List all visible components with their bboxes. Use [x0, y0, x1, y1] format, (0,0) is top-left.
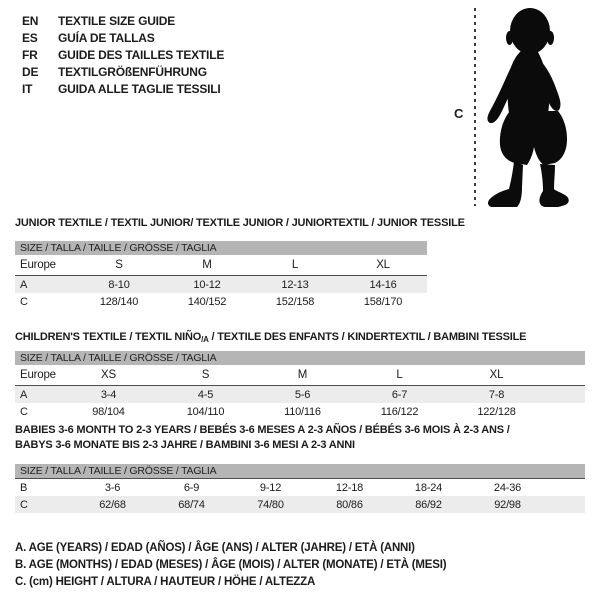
- table-cell: 24-36: [468, 479, 547, 497]
- footnote-age-years: A. AGE (YEARS) / EDAD (AÑOS) / ÂGE (ANS) / ALTER (JAHRE) / ETÀ (ANNI): [15, 542, 415, 554]
- children-title-part: CHILDREN'S TEXTILE / TEXTIL NIÑO: [15, 331, 202, 343]
- row-label: C: [20, 295, 28, 308]
- size-header-label: SIZE / TALLA / TAILLE / GRÖSSE / TAGLIA: [15, 351, 585, 365]
- junior-section-title: JUNIOR TEXTILE / TEXTIL JUNIOR/ TEXTILE JUNIOR / JUNIORTEXTIL / JUNIOR TESSILE: [15, 217, 465, 229]
- children-section-title: [15, 330, 526, 347]
- table-row-age-months: [15, 479, 585, 497]
- footnote-age-months: B. AGE (MONTHS) / EDAD (MESES) / ÂGE (MOIS) / ALTER (MONATE) / ETÀ (MESI): [15, 559, 447, 571]
- guide-title-it: GUIDA ALLE TAGLIE TESSILI: [58, 81, 221, 96]
- babies-title-line1: BABIES 3-6 MONTH TO 2-3 YEARS / BEBÉS 3-6 MESES A 2-3 AÑOS / BÉBÉS 3-6 MOIS À 2-3 ANS /: [15, 424, 510, 436]
- table-cell: 140/152: [187, 295, 227, 308]
- children-title-subscript: /A: [201, 335, 209, 344]
- size-header-row: [15, 241, 427, 255]
- table-cell: 110/116: [284, 405, 321, 418]
- table-cell: 116/122: [380, 405, 419, 418]
- table-cell: 12-13: [251, 276, 339, 294]
- row-label: A: [15, 386, 60, 404]
- spacer-cell: [545, 403, 585, 420]
- guide-title-es: GUÍA DE TALLAS: [58, 30, 155, 45]
- table-cell: 68/74: [152, 496, 231, 513]
- language-code: FR: [22, 47, 38, 62]
- region-label: Europe: [20, 259, 56, 271]
- row-label: B: [15, 479, 73, 497]
- table-cell: 104/110: [186, 405, 225, 418]
- language-row-de: [22, 63, 224, 80]
- table-cell: 7-8: [448, 386, 545, 404]
- size-columns-row: [15, 365, 585, 386]
- table-cell: 6-7: [351, 386, 448, 404]
- baby-silhouette-icon: [481, 7, 573, 207]
- guide-title-en: TEXTILE SIZE GUIDE: [58, 13, 176, 28]
- table-cell: 158/170: [363, 295, 403, 308]
- table-cell: 3-6: [73, 479, 152, 497]
- table-cell: 9-12: [231, 479, 310, 497]
- language-title-list: [22, 12, 224, 97]
- table-cell: 3-4: [60, 386, 157, 404]
- language-code: ES: [22, 30, 38, 45]
- table-cell: 128/140: [99, 295, 139, 308]
- row-label: C: [15, 496, 73, 513]
- children-size-table: [15, 351, 585, 420]
- language-row-fr: [22, 46, 224, 63]
- size-columns-row: [15, 255, 427, 276]
- language-row-es: [22, 29, 224, 46]
- size-col-header: S: [115, 259, 123, 271]
- table-cell: 10-12: [163, 276, 251, 294]
- table-cell: 12-18: [310, 479, 389, 497]
- table-row-height: [15, 293, 427, 310]
- height-measure-label: C: [454, 106, 464, 121]
- legend-footnotes: [15, 540, 446, 591]
- size-col-header: M: [297, 369, 308, 381]
- spacer-cell: [547, 479, 585, 497]
- table-cell: 152/158: [275, 295, 315, 308]
- size-col-header: XL: [376, 259, 390, 271]
- table-row-age: [15, 386, 585, 404]
- spacer-cell: [547, 496, 585, 513]
- babies-section-title: [15, 423, 510, 453]
- language-code: EN: [22, 13, 39, 28]
- spacer-cell: [545, 365, 585, 386]
- size-header-row: [15, 351, 585, 365]
- guide-title-fr: GUIDE DES TAILLES TEXTILE: [58, 47, 225, 62]
- table-row-age: [15, 276, 427, 294]
- table-row-height: [15, 403, 585, 420]
- table-cell: 5-6: [254, 386, 351, 404]
- size-col-header: L: [396, 369, 403, 381]
- size-header-row: [15, 464, 585, 479]
- row-label: C: [20, 405, 28, 418]
- size-col-header: XS: [101, 369, 116, 381]
- size-header-label: SIZE / TALLA / TAILLE / GRÖSSE / TAGLIA: [15, 464, 585, 479]
- junior-size-table: [15, 241, 427, 310]
- children-title-part: / TEXTILE DES ENFANTS / KINDERTEXTIL / BAMBINI TESSILE: [208, 331, 527, 343]
- region-label: Europe: [20, 369, 56, 381]
- table-row-height: [15, 496, 585, 513]
- table-cell: 4-5: [157, 386, 254, 404]
- table-cell: 14-16: [339, 276, 427, 294]
- size-col-header: S: [201, 369, 210, 381]
- table-cell: 80/86: [310, 496, 389, 513]
- language-code: IT: [22, 81, 33, 96]
- height-measure-dashed-line: [474, 8, 476, 206]
- table-cell: 122/128: [477, 405, 516, 418]
- language-code: DE: [22, 64, 39, 79]
- table-cell: 74/80: [231, 496, 310, 513]
- guide-title-de: TEXTILGRÖßENFÜHRUNG: [58, 64, 207, 79]
- size-header-label: SIZE / TALLA / TAILLE / GRÖSSE / TAGLIA: [15, 241, 427, 255]
- size-col-header: XL: [489, 369, 504, 381]
- table-cell: 8-10: [75, 276, 163, 294]
- spacer-cell: [545, 386, 585, 404]
- babies-size-table: [15, 464, 585, 513]
- size-col-header: M: [202, 259, 212, 271]
- table-cell: 62/68: [73, 496, 152, 513]
- table-cell: 98/104: [92, 405, 125, 418]
- table-cell: 86/92: [389, 496, 468, 513]
- table-cell: 18-24: [389, 479, 468, 497]
- language-row-it: [22, 80, 224, 97]
- language-row-en: [22, 12, 224, 29]
- row-label: A: [15, 276, 75, 294]
- babies-title-line2: BABYS 3-6 MONATE BIS 2-3 JAHRE / BAMBINI 3-6 MESI A 2-3 ANNI: [15, 439, 355, 451]
- size-col-header: L: [291, 259, 299, 271]
- table-cell: 6-9: [152, 479, 231, 497]
- table-cell: 92/98: [468, 496, 547, 513]
- footnote-height: C. (cm) HEIGHT / ALTURA / HAUTEUR / HÖHE / ALTEZZA: [15, 576, 316, 588]
